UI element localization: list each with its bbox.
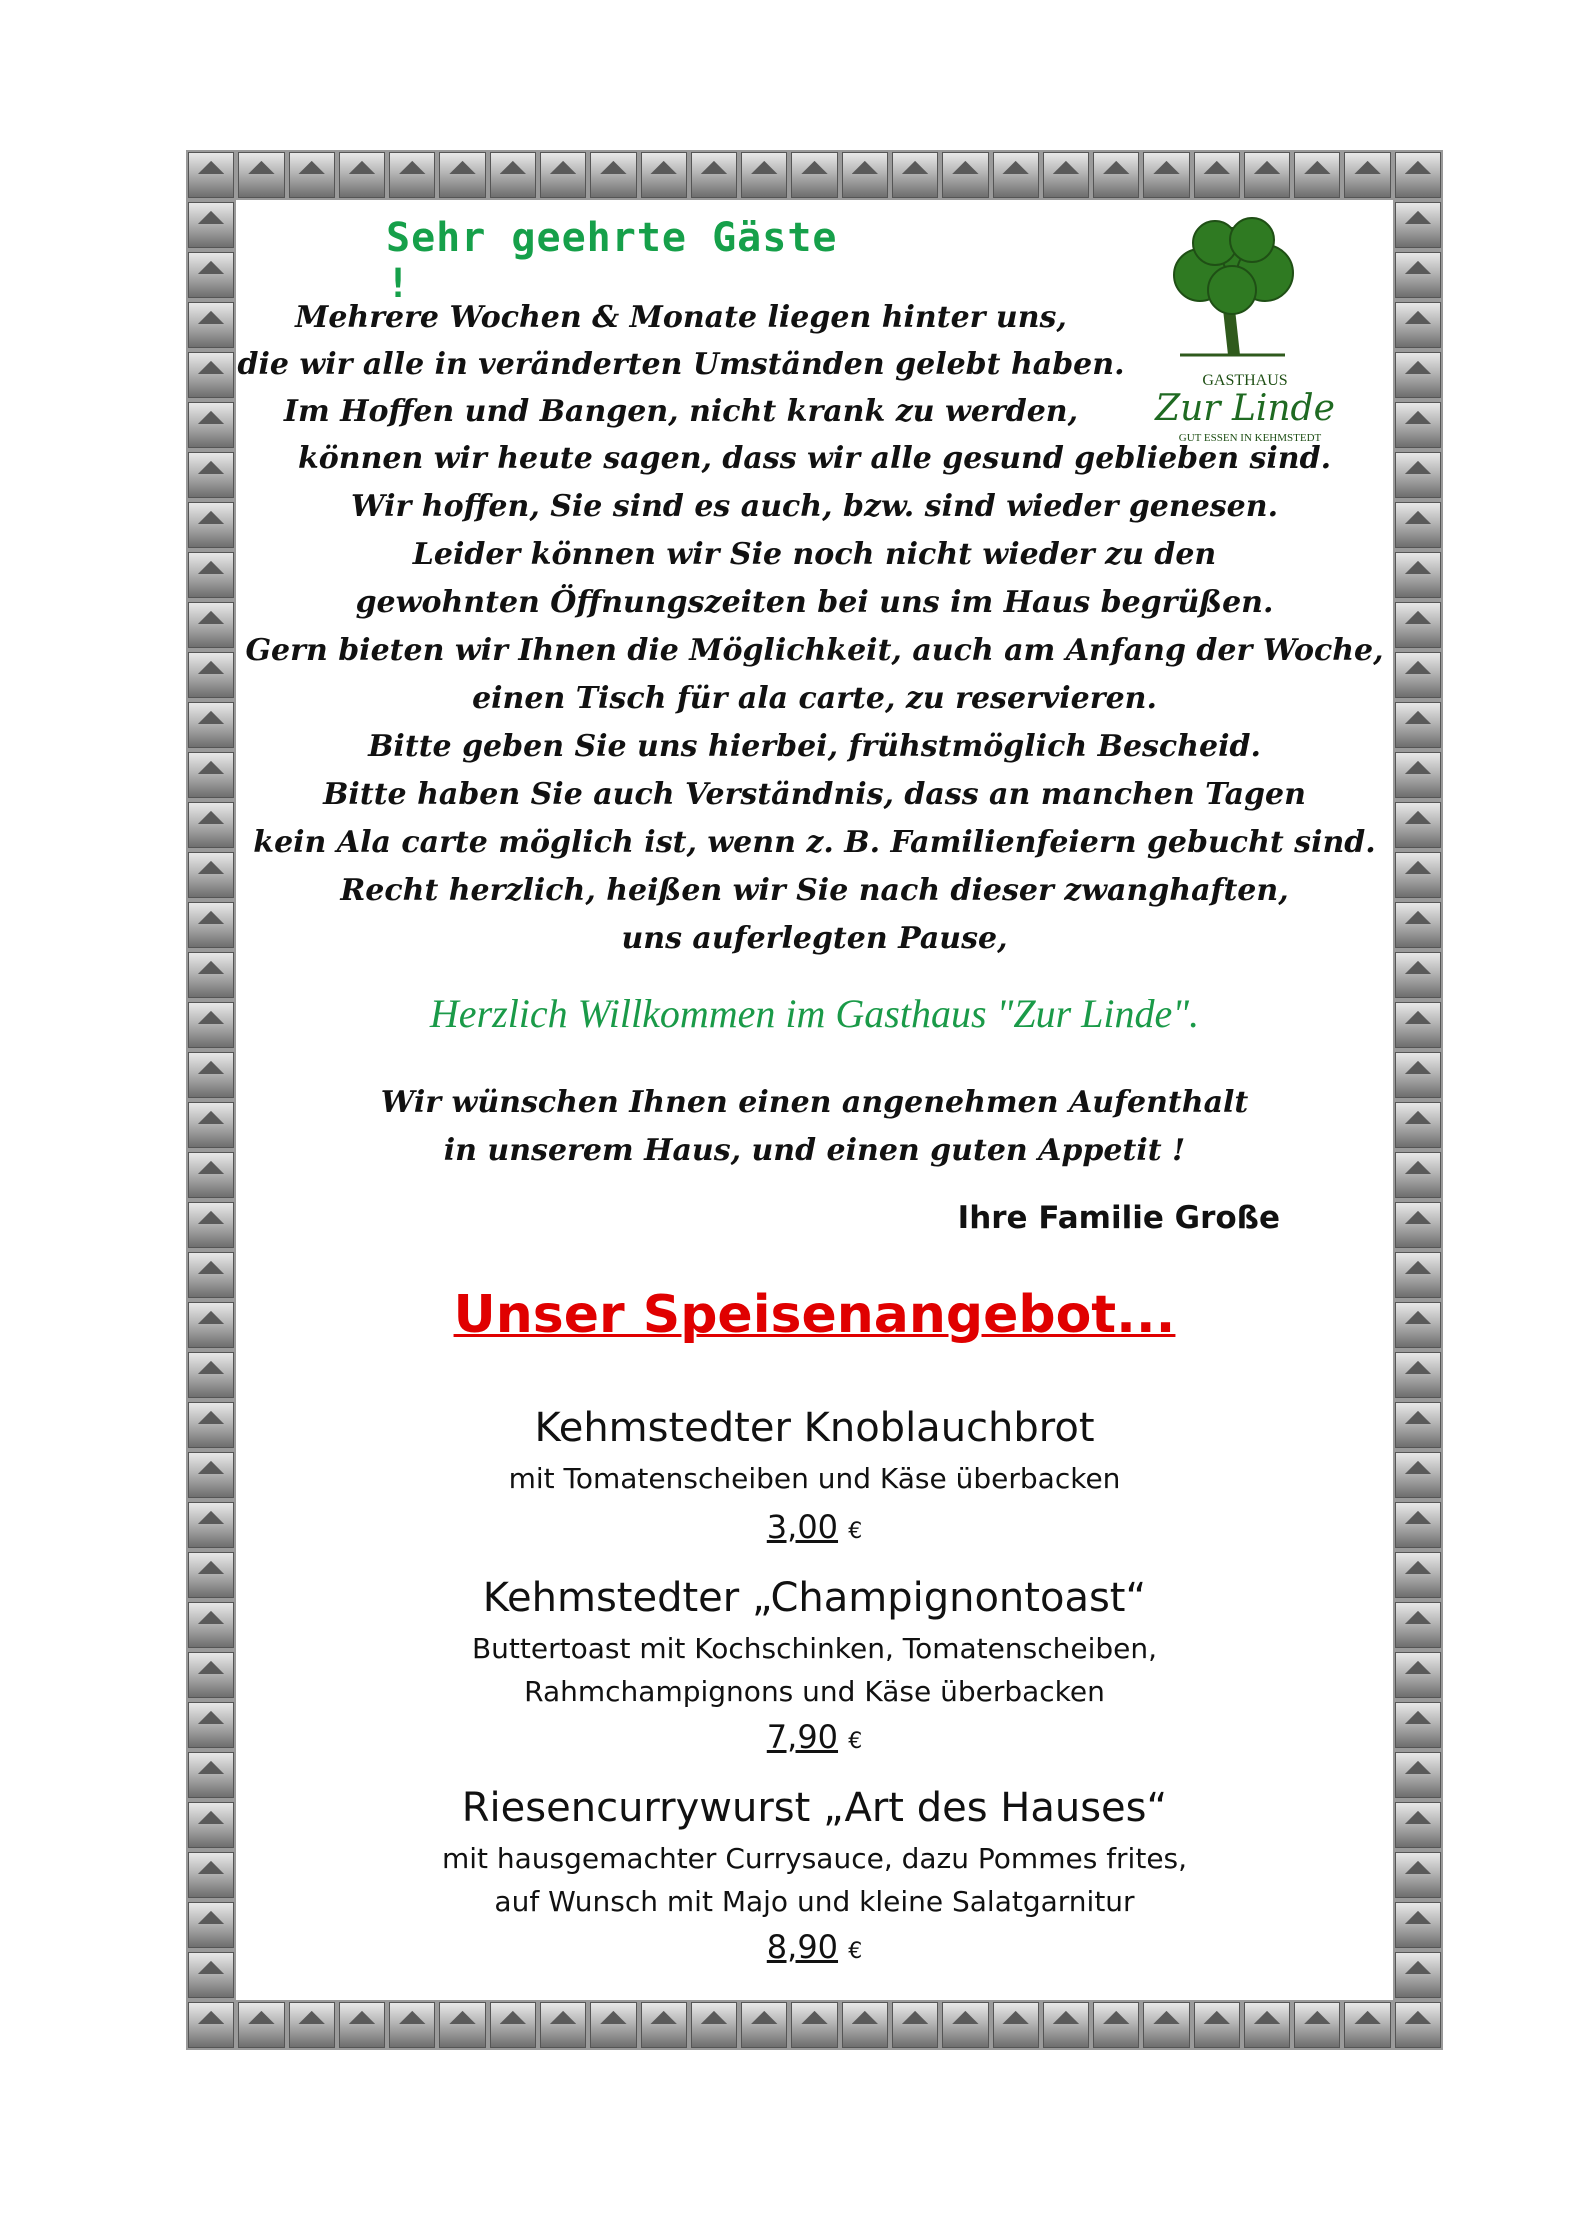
house-tile-icon	[1395, 1902, 1441, 1948]
house-tile-icon	[439, 2002, 485, 2048]
logo-name-script: Zur Linde	[1155, 388, 1335, 429]
house-tile-icon	[791, 2002, 837, 2048]
house-tile-icon	[1395, 1302, 1441, 1348]
house-tile-icon	[1395, 1702, 1441, 1748]
house-tile-icon	[1395, 852, 1441, 898]
dish-name: Riesencurrywurst „Art des Hauses“	[461, 1785, 1168, 1831]
house-tile-icon	[1395, 252, 1441, 298]
house-tile-icon	[188, 1702, 234, 1748]
house-tile-icon	[1395, 302, 1441, 348]
house-tile-icon	[1395, 1152, 1441, 1198]
house-tile-icon	[188, 1152, 234, 1198]
house-tile-icon	[1294, 2002, 1340, 2048]
wishes-line: in unserem Haus, und einen guten Appetit !	[443, 1133, 1186, 1168]
house-tile-icon	[188, 652, 234, 698]
dish-description: mit Tomatenscheiben und Käse überbacken	[508, 1462, 1121, 1495]
intro-line: Gern bieten wir Ihnen die Möglichkeit, auch am Anfang der Woche,	[245, 633, 1384, 668]
dish-price	[236, 1928, 1393, 1966]
dish-price-amount: 3,00	[766, 1508, 839, 1546]
border-left-column	[186, 200, 236, 2000]
house-tile-icon	[188, 1802, 234, 1848]
house-tile-icon	[289, 2002, 335, 2048]
house-tile-icon	[842, 152, 888, 198]
euro-icon: €	[848, 1729, 863, 1754]
house-tile-icon	[188, 1902, 234, 1948]
house-tile-icon	[1395, 402, 1441, 448]
house-tile-icon	[993, 2002, 1039, 2048]
house-tile-icon	[188, 1402, 234, 1448]
house-tile-icon	[238, 2002, 284, 2048]
house-tile-icon	[1395, 702, 1441, 748]
intro-line: einen Tisch für ala carte, zu reservieren.	[472, 681, 1157, 716]
house-tile-icon	[188, 1352, 234, 1398]
house-tile-icon	[1395, 1752, 1441, 1798]
house-tile-icon	[1194, 152, 1240, 198]
house-tile-icon	[339, 152, 385, 198]
intro-line: gewohnten Öffnungszeiten bei uns im Haus begrüßen.	[355, 585, 1274, 620]
house-tile-icon	[590, 2002, 636, 2048]
house-tile-icon	[188, 602, 234, 648]
house-tile-icon	[691, 2002, 737, 2048]
intro-line: Im Hoffen und Bangen, nicht krank zu werden,	[283, 394, 1079, 429]
greeting-heading: Sehr geehrte Gäste !	[386, 215, 838, 307]
house-tile-icon	[188, 752, 234, 798]
dish-price-amount: 8,90	[766, 1928, 839, 1966]
house-tile-icon	[1395, 652, 1441, 698]
house-tile-icon	[188, 1952, 234, 1998]
house-tile-icon	[1395, 152, 1441, 198]
house-tile-icon	[1395, 502, 1441, 548]
house-tile-icon	[942, 152, 988, 198]
house-tile-icon	[188, 1602, 234, 1648]
house-tile-icon	[1395, 1402, 1441, 1448]
house-tile-icon	[741, 2002, 787, 2048]
house-tile-icon	[741, 152, 787, 198]
welcome-line: Herzlich Willkommen im Gasthaus "Zur Linde".	[429, 991, 1200, 1036]
house-tile-icon	[1294, 152, 1340, 198]
house-tile-icon	[1043, 2002, 1089, 2048]
border-bottom-row	[186, 2000, 1443, 2050]
house-tile-icon	[1395, 1952, 1441, 1998]
house-tile-icon	[439, 152, 485, 198]
dish-description: auf Wunsch mit Majo und kleine Salatgarnitur	[494, 1885, 1135, 1918]
house-tile-icon	[188, 1852, 234, 1898]
dish-price	[236, 1718, 1393, 1756]
house-tile-icon	[791, 152, 837, 198]
house-tile-icon	[1344, 2002, 1390, 2048]
house-tile-icon	[1395, 352, 1441, 398]
house-tile-icon	[1395, 1252, 1441, 1298]
house-tile-icon	[892, 152, 938, 198]
house-tile-icon	[1395, 452, 1441, 498]
house-tile-icon	[641, 152, 687, 198]
house-tile-icon	[1395, 802, 1441, 848]
intro-line: Recht herzlich, heißen wir Sie nach dieser zwanghaften,	[340, 873, 1289, 908]
intro-line: Mehrere Wochen & Monate liegen hinter uns,	[295, 300, 1067, 335]
house-tile-icon	[188, 1102, 234, 1148]
house-tile-icon	[389, 2002, 435, 2048]
logo-tagline: GUT ESSEN IN KEHMSTEDT	[1178, 432, 1322, 444]
house-tile-icon	[993, 152, 1039, 198]
house-tile-icon	[540, 152, 586, 198]
house-tile-icon	[540, 2002, 586, 2048]
house-tile-icon	[188, 302, 234, 348]
house-tile-icon	[942, 2002, 988, 2048]
euro-icon: €	[848, 1519, 863, 1544]
house-tile-icon	[892, 2002, 938, 2048]
house-tile-icon	[1194, 2002, 1240, 2048]
house-tile-icon	[641, 2002, 687, 2048]
intro-line: die wir alle in veränderten Umständen gelebt haben.	[237, 347, 1125, 382]
dish-name: Kehmstedter „Champignontoast“	[482, 1575, 1147, 1621]
house-tile-icon	[1395, 1102, 1441, 1148]
house-tile-icon	[389, 152, 435, 198]
linden-tree-icon	[1100, 205, 1390, 445]
house-tile-icon	[188, 352, 234, 398]
house-tile-icon	[1395, 202, 1441, 248]
house-tile-icon	[1395, 552, 1441, 598]
house-tile-icon	[1143, 2002, 1189, 2048]
house-tile-icon	[188, 902, 234, 948]
house-tile-icon	[1395, 1502, 1441, 1548]
dish-description: Rahmchampignons und Käse überbacken	[524, 1675, 1105, 1708]
house-tile-icon	[1244, 2002, 1290, 2048]
house-tile-icon	[238, 152, 284, 198]
house-tile-icon	[188, 1552, 234, 1598]
dish-price	[236, 1508, 1393, 1546]
house-tile-icon	[1395, 1052, 1441, 1098]
house-tile-icon	[188, 2002, 234, 2048]
house-tile-icon	[289, 152, 335, 198]
house-tile-icon	[188, 1752, 234, 1798]
house-tile-icon	[188, 202, 234, 248]
house-tile-icon	[1395, 1552, 1441, 1598]
signature: Ihre Familie Große	[957, 1200, 1280, 1236]
house-tile-icon	[1395, 1852, 1441, 1898]
intro-line: kein Ala carte möglich ist, wenn z. B. Familienfeiern gebucht sind.	[253, 825, 1376, 860]
house-tile-icon	[188, 1452, 234, 1498]
house-tile-icon	[188, 452, 234, 498]
house-tile-icon	[1093, 2002, 1139, 2048]
house-tile-icon	[1043, 152, 1089, 198]
house-tile-icon	[1395, 1002, 1441, 1048]
house-tile-icon	[1344, 152, 1390, 198]
house-tile-icon	[1395, 1652, 1441, 1698]
house-tile-icon	[188, 1252, 234, 1298]
house-tile-icon	[188, 1652, 234, 1698]
dish-name: Kehmstedter Knoblauchbrot	[534, 1405, 1095, 1451]
house-tile-icon	[188, 502, 234, 548]
intro-line: uns auferlegten Pause,	[621, 921, 1008, 956]
house-tile-icon	[188, 152, 234, 198]
intro-line: Bitte geben Sie uns hierbei, frühstmöglich Bescheid.	[368, 729, 1261, 764]
border-top-row	[186, 150, 1443, 200]
dish-price-amount: 7,90	[766, 1718, 839, 1756]
dish-description: Buttertoast mit Kochschinken, Tomatenscheiben,	[471, 1632, 1158, 1665]
house-tile-icon	[1395, 752, 1441, 798]
house-tile-icon	[188, 552, 234, 598]
house-tile-icon	[590, 152, 636, 198]
dish-description: mit hausgemachter Currysauce, dazu Pommes frites,	[441, 1842, 1188, 1875]
gasthaus-logo	[1100, 205, 1390, 445]
house-tile-icon	[1395, 902, 1441, 948]
logo-name-top: GASTHAUS	[1202, 372, 1288, 389]
house-tile-icon	[188, 252, 234, 298]
house-tile-icon	[1143, 152, 1189, 198]
house-tile-icon	[1093, 152, 1139, 198]
house-tile-icon	[188, 952, 234, 998]
house-tile-icon	[490, 152, 536, 198]
house-tile-icon	[1395, 1202, 1441, 1248]
border-right-column	[1393, 200, 1443, 2000]
house-tile-icon	[188, 1302, 234, 1348]
euro-icon: €	[848, 1939, 863, 1964]
intro-line: können wir heute sagen, dass wir alle gesund geblieben sind.	[297, 441, 1332, 476]
house-tile-icon	[188, 402, 234, 448]
intro-line: Wir hoffen, Sie sind es auch, bzw. sind wieder genesen.	[350, 489, 1279, 524]
house-tile-icon	[339, 2002, 385, 2048]
menu-heading: Unser Speisenangebot...	[453, 1285, 1176, 1345]
house-tile-icon	[842, 2002, 888, 2048]
house-tile-icon	[691, 152, 737, 198]
house-tile-icon	[188, 1502, 234, 1548]
house-tile-icon	[188, 1052, 234, 1098]
house-tile-icon	[1395, 1352, 1441, 1398]
wishes-line: Wir wünschen Ihnen einen angenehmen Aufenthalt	[380, 1085, 1249, 1120]
house-tile-icon	[188, 802, 234, 848]
intro-line: Bitte haben Sie auch Verständnis, dass an manchen Tagen	[323, 777, 1306, 812]
house-tile-icon	[188, 702, 234, 748]
house-tile-icon	[1395, 2002, 1441, 2048]
house-tile-icon	[1395, 1802, 1441, 1848]
house-tile-icon	[1395, 1452, 1441, 1498]
house-tile-icon	[188, 1002, 234, 1048]
house-tile-icon	[1244, 152, 1290, 198]
house-tile-icon	[1395, 952, 1441, 998]
intro-line: Leider können wir Sie noch nicht wieder zu den	[412, 537, 1217, 572]
house-tile-icon	[188, 852, 234, 898]
house-tile-icon	[188, 1202, 234, 1248]
house-tile-icon	[490, 2002, 536, 2048]
house-tile-icon	[1395, 602, 1441, 648]
house-tile-icon	[1395, 1602, 1441, 1648]
